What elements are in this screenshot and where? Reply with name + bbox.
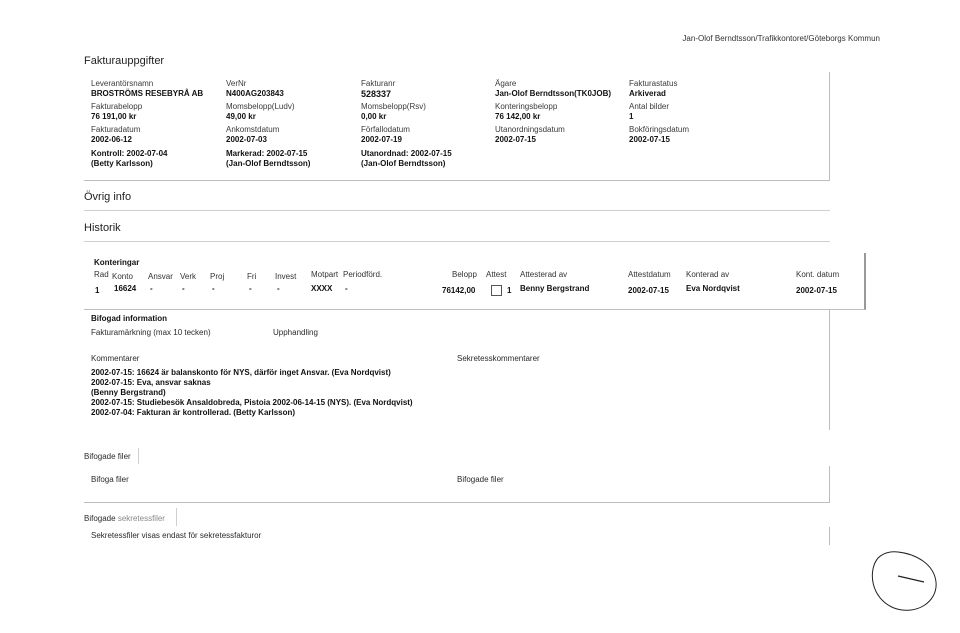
- row-periodford: -: [345, 284, 348, 293]
- col-motpart: Motpart: [311, 270, 339, 279]
- ovrig-info-header[interactable]: Övrig info: [84, 191, 132, 203]
- owner-label: Ägare: [495, 79, 517, 88]
- row-fri: -: [249, 284, 252, 293]
- invoice-status-value: Arkiverad: [629, 89, 666, 98]
- user-identity: Jan-Olof Berndtsson/Trafikkontoret/Göteborgs Kommun: [682, 34, 880, 43]
- sekretessfiler-title-b: sekretessfiler: [117, 514, 165, 523]
- payment-date-value: 2002-07-15: [495, 135, 536, 144]
- attest-checkbox[interactable]: [491, 285, 502, 296]
- col-rad: Rad: [94, 270, 109, 279]
- posting-amount-label: Konteringsbelopp: [495, 102, 558, 111]
- markerad-user: (Jan-Olof Berndtsson): [226, 159, 311, 168]
- bifogade-filer-box: [84, 466, 830, 503]
- supplier-name-value: BROSTRÖMS RESEBYRÅ AB: [91, 89, 204, 98]
- markning-label: Fakturamärkning (max 10 tecken): [91, 328, 211, 337]
- row-ansvar: -: [150, 284, 153, 293]
- invoice-date-label: Fakturadatum: [91, 125, 141, 134]
- row-attesterad-av: Benny Bergstrand: [520, 284, 590, 293]
- invoice-col-3: [361, 79, 496, 169]
- col-attesterad-av: Attesterad av: [520, 270, 568, 279]
- row-invest: -: [277, 284, 280, 293]
- invoice-col-2: [226, 79, 361, 169]
- invoice-number-value: 528337: [361, 89, 392, 99]
- col-proj: Proj: [210, 272, 225, 281]
- divider: [138, 448, 139, 464]
- row-motpart: XXXX: [311, 284, 333, 293]
- row-attestdatum: 2002-07-15: [628, 286, 669, 295]
- row-verk: -: [182, 284, 185, 293]
- posting-amount-value: 76 142,00 kr: [495, 112, 541, 121]
- vernr-label: VerNr: [226, 79, 247, 88]
- col-kont-datum: Kont. datum: [796, 270, 840, 279]
- invoice-date-value: 2002-06-12: [91, 135, 132, 144]
- row-rad: 1: [95, 286, 100, 295]
- vernr-value: N400AG203843: [226, 89, 284, 98]
- invoice-col-4: [495, 79, 630, 145]
- image-count-label: Antal bilder: [629, 102, 670, 111]
- comment-line: 2002-07-04: Fakturan är kontrollerad. (Betty Karlsson): [91, 408, 296, 417]
- row-belopp: 76142,00: [442, 286, 476, 295]
- page-title: Fakturauppgifter: [84, 55, 165, 67]
- invoice-col-5: [629, 79, 764, 145]
- divider: [84, 210, 830, 211]
- bifogad-box: [84, 310, 830, 430]
- invoice-number-label: Fakturanr: [361, 79, 396, 88]
- bifoga-filer-button[interactable]: Bifoga filer: [91, 475, 129, 484]
- kommentarer-label: Kommentarer: [91, 354, 140, 363]
- utanordnad-user: (Jan-Olof Berndtsson): [361, 159, 446, 168]
- sekretessfiler-title-a: Bifogade: [84, 514, 116, 523]
- row-proj: -: [212, 284, 215, 293]
- row-konterad-av: Eva Nordqvist: [686, 284, 740, 293]
- col-verk: Verk: [180, 272, 197, 281]
- col-periodford: Periodförd.: [343, 270, 383, 279]
- kontroll-user: (Betty Karlsson): [91, 159, 153, 168]
- col-belopp: Belopp: [452, 270, 477, 279]
- col-konto: Konto: [112, 272, 133, 281]
- comment-line: 2002-07-15: Eva, ansvar saknas: [91, 378, 211, 387]
- historik-header[interactable]: Historik: [84, 222, 121, 234]
- col-attest: Attest: [486, 270, 507, 279]
- comment-line: (Benny Bergstrand): [91, 388, 166, 397]
- vat-rsv-value: 0,00 kr: [361, 112, 387, 121]
- col-fri: Fri: [247, 272, 257, 281]
- invoice-amount-label: Fakturabelopp: [91, 102, 143, 111]
- supplier-name-label: Leverantörsnamn: [91, 79, 154, 88]
- bifogade-filer-label: Bifogade filer: [457, 475, 504, 484]
- konteringar-box: [84, 253, 866, 310]
- booking-date-label: Bokföringsdatum: [629, 125, 690, 134]
- markning-value: Upphandling: [273, 328, 318, 337]
- invoice-amount-value: 76 191,00 kr: [91, 112, 137, 121]
- sekretessfiler-text: Sekretessfiler visas endast för sekretessfakturor: [91, 531, 262, 540]
- col-attestdatum: Attestdatum: [628, 270, 671, 279]
- payment-date-label: Utanordningsdatum: [495, 125, 565, 134]
- arrival-date-label: Ankomstdatum: [226, 125, 280, 134]
- row-attest: 1: [507, 286, 512, 295]
- divider: [84, 241, 830, 242]
- col-invest: Invest: [275, 272, 297, 281]
- bifogad-title: Bifogad information: [91, 314, 167, 323]
- markerad-line: Markerad: 2002-07-15: [226, 149, 308, 158]
- image-count-value: 1: [629, 112, 634, 121]
- bifogade-filer-title: Bifogade filer: [84, 452, 131, 461]
- due-date-label: Förfallodatum: [361, 125, 410, 134]
- sekretess-label: Sekretesskommentarer: [457, 354, 540, 363]
- col-konterad-av: Konterad av: [686, 270, 730, 279]
- comment-line: 2002-07-15: Studiebesök Ansaldobreda, Pistoia 2002-06-14-15 (NYS). (Eva Nordqvist): [91, 398, 413, 407]
- row-konto: 16624: [114, 284, 137, 293]
- comment-line: 2002-07-15: 16624 är balanskonto för NYS, därför inget Ansvar. (Eva Nordqvist): [91, 368, 391, 377]
- vat-ludv-value: 49,00 kr: [226, 112, 256, 121]
- vat-ludv-label: Momsbelopp(Ludv): [226, 102, 295, 111]
- utanordnad-line: Utanordnad: 2002-07-15: [361, 149, 452, 158]
- invoice-col-1: [91, 79, 226, 169]
- booking-date-value: 2002-07-15: [629, 135, 670, 144]
- owner-value: Jan-Olof Berndtsson(TK0JOB): [495, 89, 612, 98]
- konteringar-title: Konteringar: [94, 258, 140, 267]
- invoice-status-label: Fakturastatus: [629, 79, 678, 88]
- arrival-date-value: 2002-07-03: [226, 135, 267, 144]
- col-ansvar: Ansvar: [148, 272, 173, 281]
- kontroll-line: Kontroll: 2002-07-04: [91, 149, 168, 158]
- vat-rsv-label: Momsbelopp(Rsv): [361, 102, 426, 111]
- sekretessfiler-title: [84, 514, 165, 523]
- due-date-value: 2002-07-19: [361, 135, 402, 144]
- divider: [176, 508, 177, 526]
- row-kont-datum: 2002-07-15: [796, 286, 837, 295]
- handwritten-mark: [864, 548, 944, 618]
